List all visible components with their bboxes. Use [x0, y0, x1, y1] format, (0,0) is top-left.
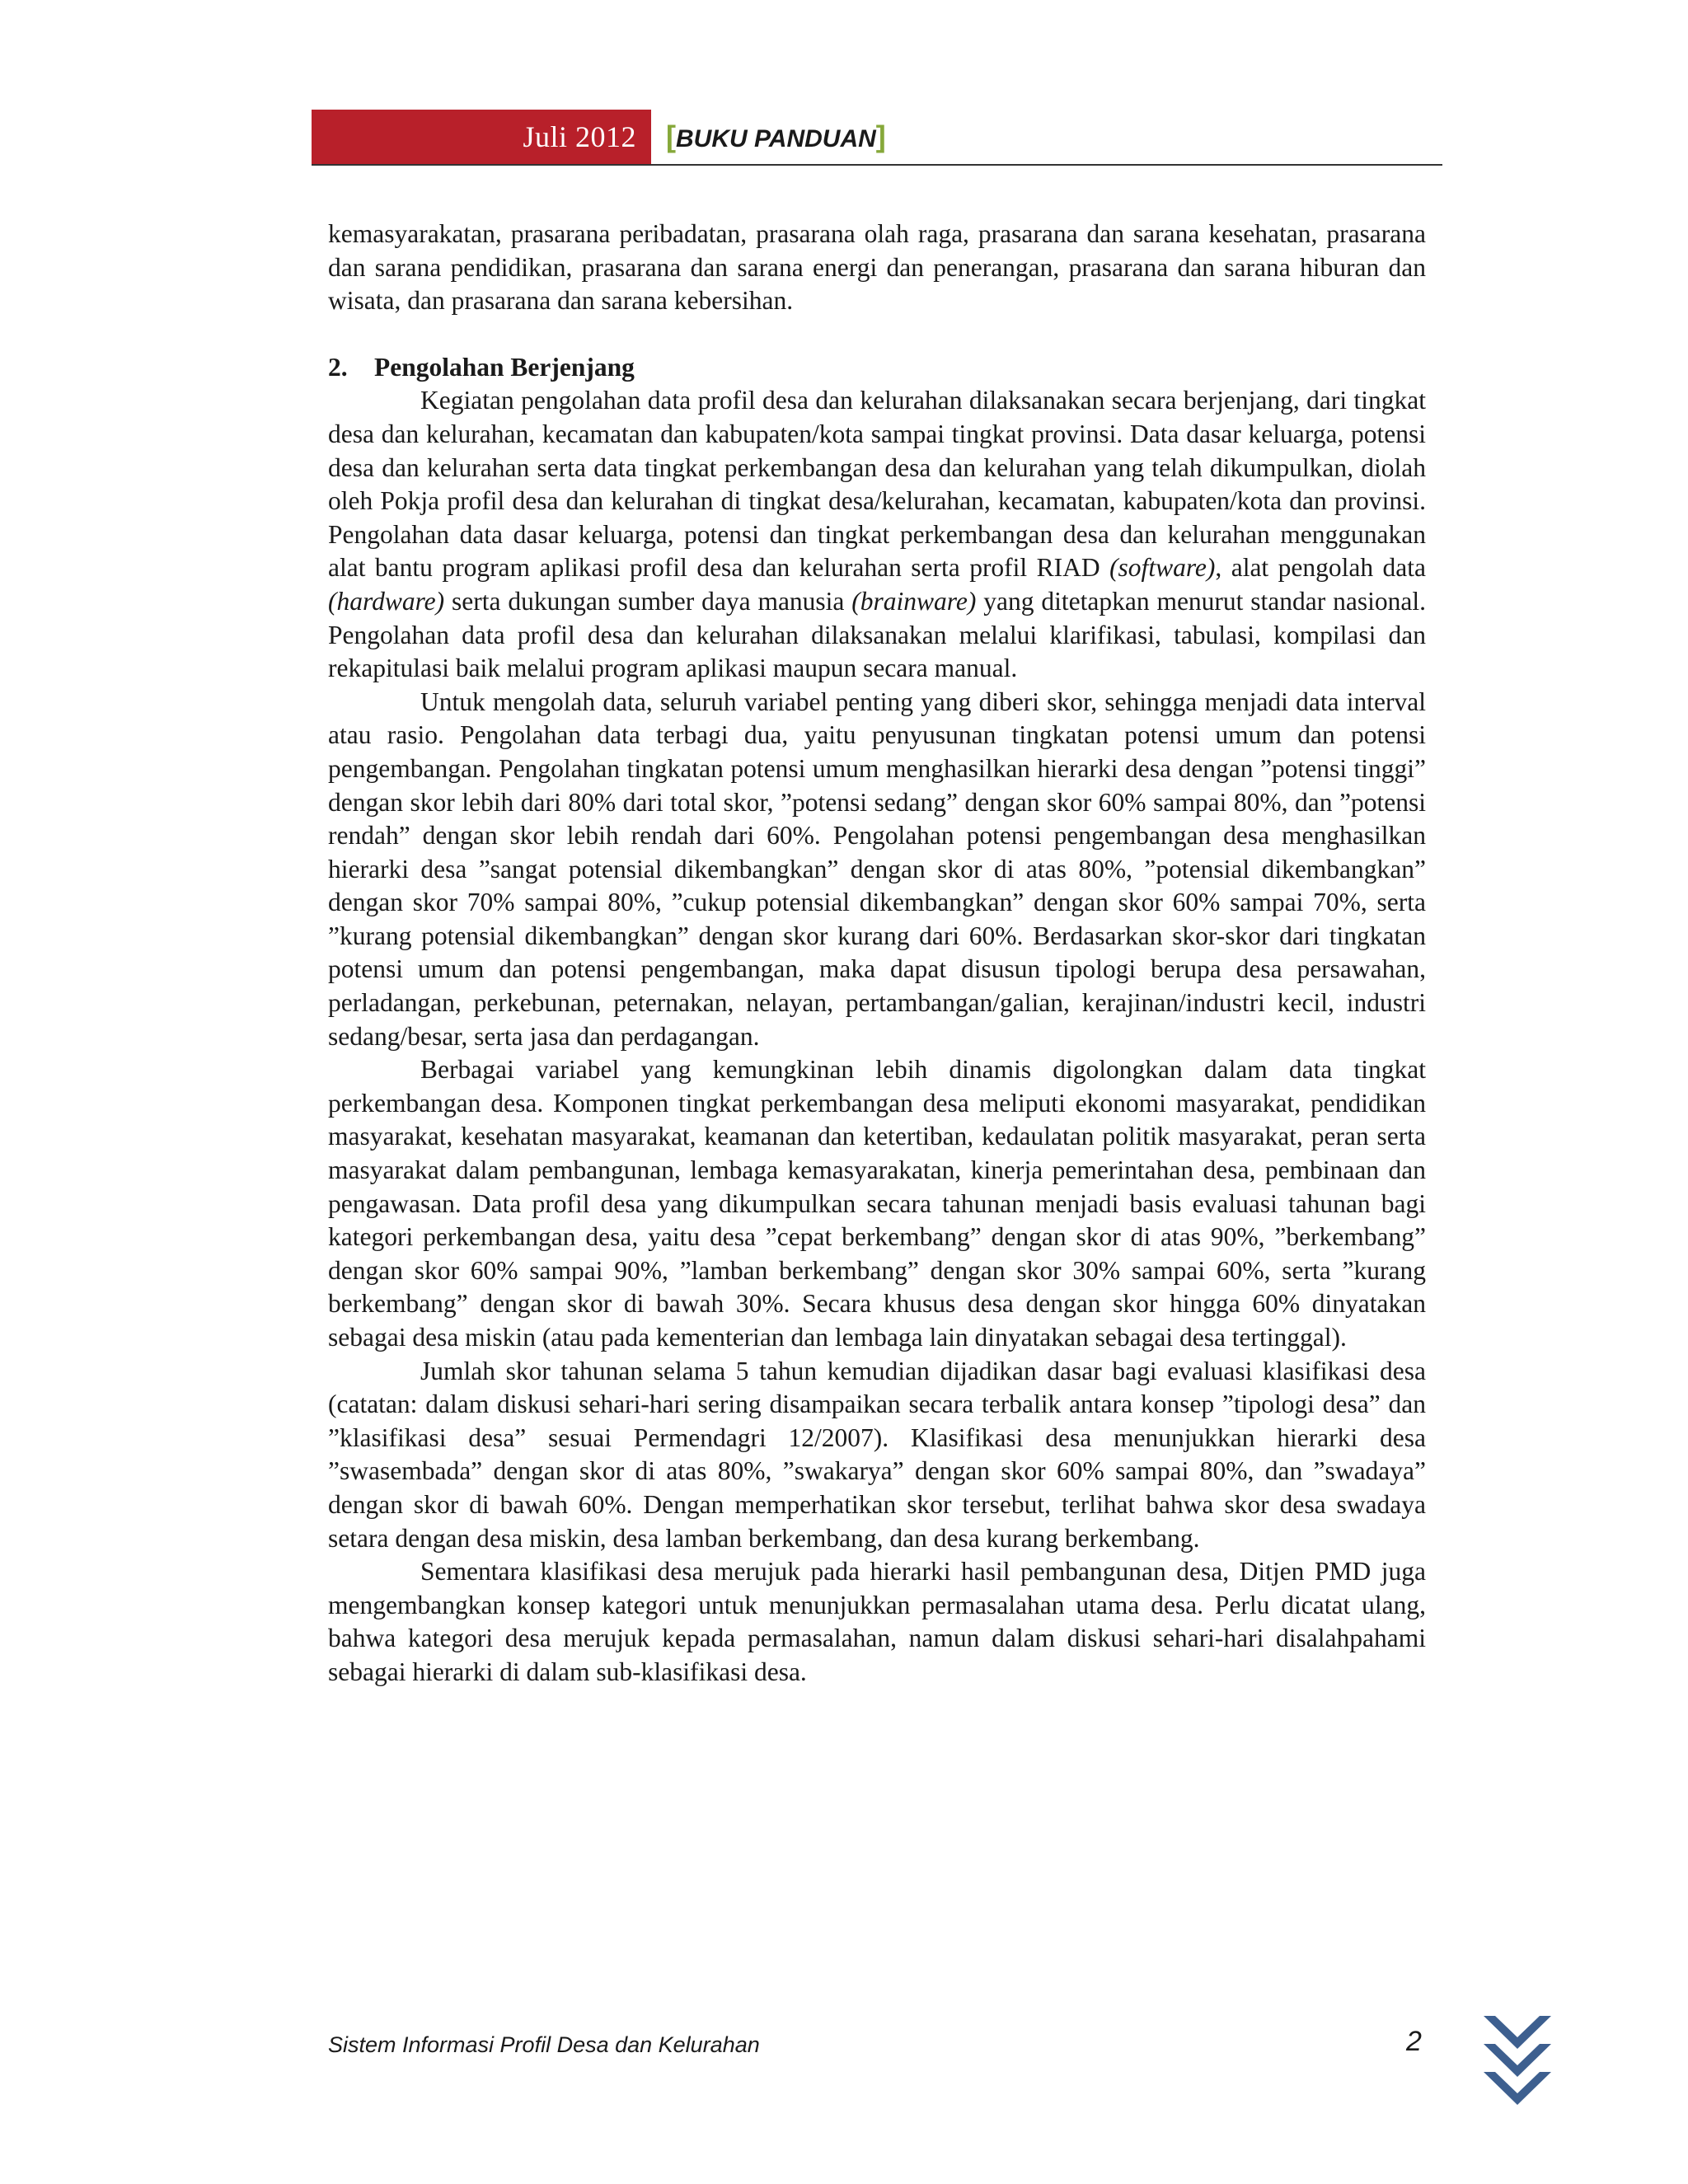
- term-brainware: (brainware): [851, 586, 977, 616]
- paragraph-4: Jumlah skor tahunan selama 5 tahun kemudian dijadikan dasar bagi evaluasi klasifikasi desa (catatan: dalam diskusi sehari-hari sering disampaikan secara terbalik antara konsep ”tipologi desa” dan ”klasifikasi desa” sesuai Permendagri 12/2007). Klasifikasi desa menunjukkan hierarki desa ”swasembada” dengan skor di atas 80%, ”swakarya” dengan skor 60% sampai 80%, dan ”swadaya” dengan skor di bawah 60%. Dengan memperhatikan skor tersebut, terlihat bahwa skor desa swadaya setara dengan desa miskin, desa lamban berkembang, dan desa kurang berkembang.: [328, 1356, 1426, 1553]
- page-number: 2: [1406, 2026, 1422, 2057]
- section-title: Pengolahan Berjenjang: [374, 352, 635, 382]
- term-hardware: (hardware): [328, 586, 445, 616]
- paragraph-1-part-a: Kegiatan pengolahan data profil desa dan kelurahan dilaksanakan secara berjenjang, dari tingkat desa dan kelurahan, kecamatan dan kabupaten/kota sampai tingkat provinsi. Data dasar keluarga, potensi desa dan kelurahan serta data tingkat perkembangan desa dan kelurahan yang telah dikumpulkan, diolah oleh Pokja profil desa dan kelurahan di tingkat desa/kelurahan, kecamatan, kabupaten/kota dan provinsi. Pengolahan data dasar keluarga, potensi dan tingkat perkembangan desa dan kelurahan menggunakan alat bantu program aplikasi profil desa dan kelurahan serta profil RIAD: [328, 386, 1426, 583]
- header-divider: [312, 164, 1442, 166]
- page-body: [328, 218, 1426, 1690]
- section-number: 2.: [328, 352, 348, 382]
- section-heading: [328, 351, 1426, 385]
- footer-title: Sistem Informasi Profil Desa dan Kelurahan: [328, 2032, 760, 2057]
- paragraph-1-part-d: yang ditetapkan menurut standar nasional. Pengolahan data profil desa dan kelurahan dilaksanakan melalui klarifikasi, tabulasi, kompilasi dan rekapitulasi baik melalui program aplikasi maupun secara manual.: [328, 586, 1426, 683]
- paragraph-2: Untuk mengolah data, seluruh variabel penting yang diberi skor, sehingga menjadi data interval atau rasio. Pengolahan data terbagi dua, yaitu penyusunan tingkatan potensi umum dan potensi pengembangan. Pengolahan tingkatan potensi umum menghasilkan hierarki desa dengan ”potensi tinggi” dengan skor lebih dari 80% dari total skor, ”potensi sedang” dengan skor 60% sampai 80%, dan ”potensi rendah” dengan skor lebih rendah dari 60%. Pengolahan potensi pengembangan desa menghasilkan hierarki desa ”sangat potensial dikembangkan” dengan skor di atas 80%, ”potensial dikembangkan” dengan skor 70% sampai 80%, ”cukup potensial dikembangkan” dengan skor 60% sampai 70%, serta ”kurang potensial dikembangkan” dengan skor kurang dari 60%. Berdasarkan skor-skor dari tingkatan potensi umum dan potensi pengembangan, maka dapat disusun tipologi berupa desa persawahan, perladangan, perkebunan, peternakan, nelayan, pertambangan/galian, kerajinan/industri kecil, industri sedang/besar, serta jasa dan perdagangan.: [328, 687, 1426, 1051]
- page-header: [312, 110, 1442, 166]
- header-date-block: [312, 110, 651, 164]
- paragraph-1: [328, 384, 1426, 685]
- paragraph-1-part-b: , alat pengolah data: [1215, 553, 1426, 583]
- header-bracket-open: [: [666, 120, 676, 153]
- paragraph-1-part-c: serta dukungan sumber daya manusia: [444, 586, 852, 616]
- header-date: Juli 2012: [523, 120, 636, 153]
- header-bracket-close: ]: [875, 120, 886, 153]
- chevrons-down-icon: [1484, 2013, 1551, 2111]
- paragraph-5: Sementara klasifikasi desa merujuk pada hierarki hasil pembangunan desa, Ditjen PMD juga mengembangkan konsep kategori untuk menunjukkan permasalahan utama desa. Perlu dicatat ulang, bahwa kategori desa merujuk kepada permasalahan, namun dalam diskusi sehari-hari disalahpahami sebagai hierarki di dalam sub-klasifikasi desa.: [328, 1557, 1426, 1686]
- term-software: (software): [1109, 553, 1216, 583]
- header-title: [666, 120, 886, 154]
- intro-paragraph: kemasyarakatan, prasarana peribadatan, prasarana olah raga, prasarana dan sarana kesehatan, prasarana dan sarana pendidikan, prasarana dan sarana energi dan penerangan, prasarana dan sarana hiburan dan wisata, dan prasarana dan sarana kebersihan.: [328, 219, 1426, 316]
- header-title-text: BUKU PANDUAN: [676, 125, 876, 152]
- paragraph-3: Berbagai variabel yang kemungkinan lebih dinamis digolongkan dalam data tingkat perkembangan desa. Komponen tingkat perkembangan desa meliputi ekonomi masyarakat, pendidikan masyarakat, kesehatan masyarakat, keamanan dan ketertiban, kedaulatan politik masyarakat, peran serta masyarakat dalam pembangunan, lembaga kemasyarakatan, kinerja pemerintahan desa, pembinaan dan pengawasan. Data profil desa yang dikumpulkan secara tahunan menjadi basis evaluasi tahunan bagi kategori perkembangan desa, yaitu desa ”cepat berkembang” dengan skor di atas 90%, ”berkembang” dengan skor 60% sampai 90%, ”lamban berkembang” dengan skor 30% sampai 60%, serta ”kurang berkembang” dengan skor di bawah 30%. Secara khusus desa dengan skor hingga 60% dinyatakan sebagai desa miskin (atau pada kementerian dan lembaga lain dinyatakan sebagai desa tertinggal).: [328, 1055, 1426, 1352]
